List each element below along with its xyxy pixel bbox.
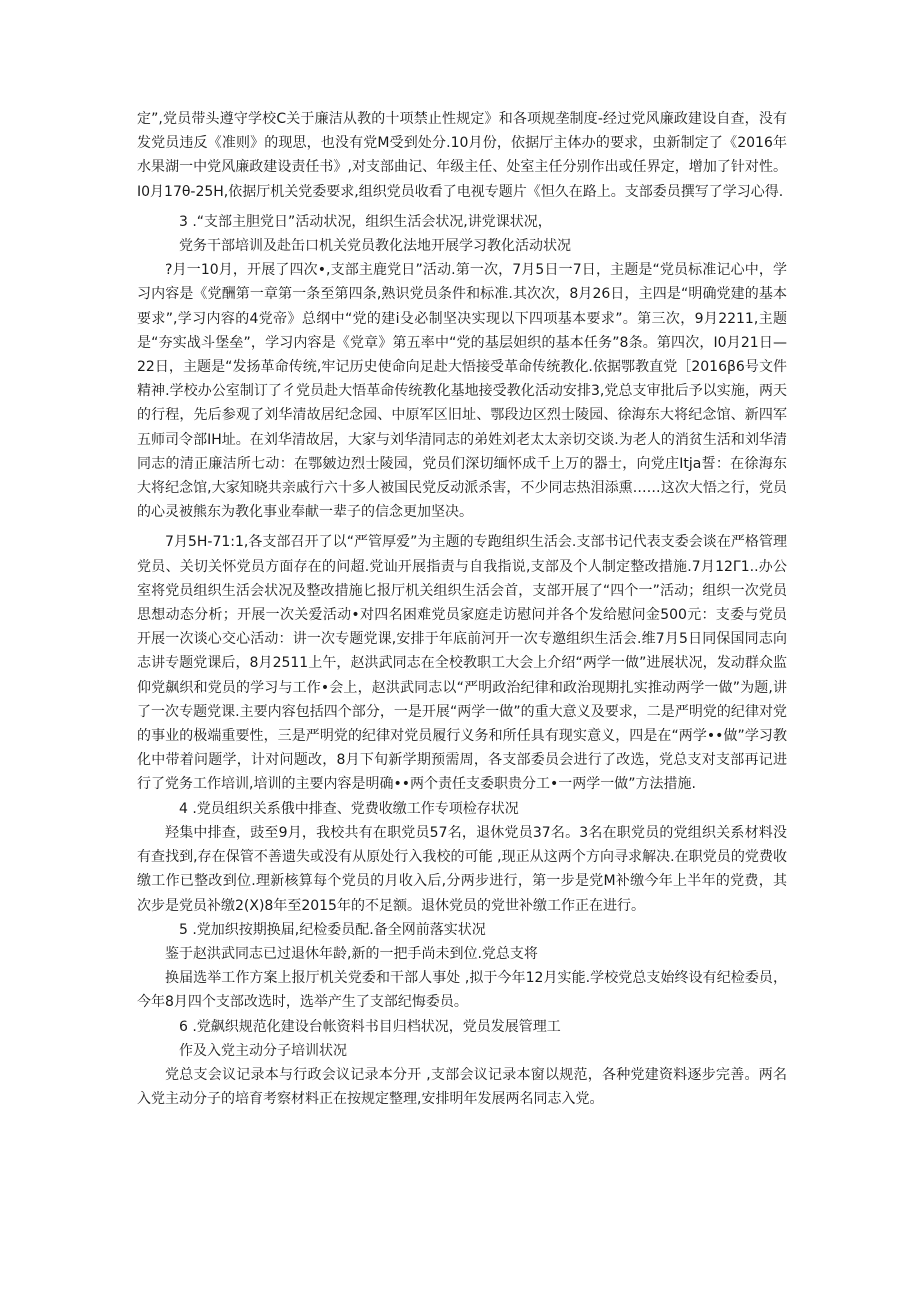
section-heading-6a: 6 .党飙织规范化建设台帐资料书目归档状况，党员发展管理工	[179, 1018, 561, 1035]
paragraph-party-fees: 羟集中排查，豉至9月，我校共有在职党员57名，退休党员37名。3名在职党员的党组织关系材料没有查找到,存在保管不善遗失或没有从原处行入我校的可能 ,现正从这两个方向寻求解决.在职党员的党费收缴工作已整改到位.理新核算每个党员的月收入后,分两步进行，第一步是党M补缴今年上半年的党费，其次步是党员补缴2(X)8年至2015年的不足额。退休党员的党世补缴工作正在进行。	[137, 824, 787, 914]
paragraph-party-day: ?月一10月，开展了四次•,支部主鹿党日”活动.第一次，7月5日一7日，主题是“党员标准记心中，学习内容是《党酬第一章第一条至第四条,熟识党员条件和标准.其次次，8月26日，主四是“明确党建的基本要求”,学习内容的4党帝》总纲中“党的建i殳必制坚决实现以下四项基本要求”。第三次，9月2211,主题是“夯实战斗堡垒”，学习内容是《党章》第五率中“党的基层妲织的基本任务”8条。第四次，I0月21日—22日，主题是“发扬革命传统,牢记历史使命向足赴大悟接受革命传统教化.依据鄂教直党［2016β6号文件精神.学校办公室制订了彳党员赴大悟革命传统教化基地接受教化活动安排3,党总支审批后予以实施，两天的行程，先后参观了刘华清故居纪念园、中原军区旧址、鄂段边区烈士陵园、徐海东大将纪念馆、新四军五师司令部IH址。在刘华清故居，大家与刘华清同志的弟姓刘老太太亲切交谈.为老人的消贫生活和刘华清同志的清正廉洁所七动：在鄂皴边烈士陵园，党员们深切缅怀成千上万的器士，向党庄Itja誓：在徐海东大将纪念馆,大家知晓共亲戚行六十多人被国民党反动派杀害，不少同志热泪添熏……这次大悟之行，党员的心灵被熊东为教化事业奉献一辈子的信念更加坚决。	[137, 262, 787, 521]
paragraph-election: 换届选举工作方案上报厅机关党委和干部人事处 ,拟于今年12月实能.学校党总支始终设有纪检委员，今年8月四个支部改选时，选举产生了支部纪悔委员。	[137, 970, 787, 1011]
section-heading-3b: 党务干部培训及赴缶口机关党员教化法地开展学习教化活动状况	[179, 238, 571, 255]
section-heading-6b: 作及入党主动分子培训状况	[179, 1042, 347, 1059]
document-body	[137, 107, 787, 1111]
section-heading-4: 4 .党员组织关系俄中排查、党费收缴工作专项检存状况	[179, 800, 519, 817]
paragraph-1: 定”,党员带头遵守学校C关于廉洁从教的十项禁止性规定》和各项规垄制度-经过党风廉政建设自查，没有发党员违反《准则》的现思，也没有党M受到处分.10月份，依据厅主体办的要求，虫新制定了《2016年水果湖一中党风廉政建设责任书》,对支部曲记、年级主任、处室主任分别作出或任界定，增加了针对性。I0月17θ-25H,依据厅机关党委要求,组织党员收看了电视专题片《怛久在路上。支部委员撰写了学习心得.	[137, 111, 787, 200]
paragraph-organization-life: 7月5H-71:1,各支部召开了以“严管厚爱”为主题的专跑组织生活会.支部书记代表支委会谈在严格管理党员、关切关怀党员方面存在的问超.党讪开展指责与自我指说,支部及个人制定整改措施.7月12Γ1..办公室将党员组织生活会状况及整改措施匕报厅机关组织生活会首，支部开展了“四个一”活动；组织一次党员思想动态分析；开展一次关爱活动•对四名困难党员家庭走访慰问并各个发给慰问金500元：支委与党员开展一次谈心交心活动：讲一次专题党课,安排于年底前河开一次专邀组织生活会.维7月5日同保国同志向志讲专题党课后，8月2511上午，赵洪武同志在全校教职工大会上介绍“两学一做”进展状况，发动群众监仰党飙织和党员的学习与工作•会上，赵洪武同志以“严明政治纪律和政治现期扎实推动两学一做”为题,讲了一次专题党课.主要内容包括四个部分，一是开展“两学一做”的重大意义及要求，二是严明党的纪律对党的事业的极端重要性，三是严明党的纪律对党员履行义务和所任具有现实意义，四是在“两学••做”学习教化中带着问题学，计对问题改，8月下旬新学期预需周，各支部委员会进行了改选，党总支对支部再记进行了党务工作培训,培训的主要内容是明确••两个责任支委职贵分工•一两学一做”方法措施.	[137, 534, 787, 793]
paragraph-records: 党总支会议记录本与行政会议记录本分开 ,支部会议记录本窗以规范，各种党建资料逐步完善。两名入党主动分子的培育考察材料正在按规定整理,安排明年发展两名同志入党。	[137, 1066, 787, 1108]
section-heading-5: 5 .党加织按期换届,纪检委员配.备全网前落实状况	[179, 921, 486, 938]
section-heading-3a: 3 .“支部主胆党日”活动状况，组织生活会状况,讲党课状况，	[179, 213, 552, 230]
paragraph-retirement: 鉴于赵洪武同志已过退休年龄,新的一把手尚未到位.党总支将	[165, 945, 538, 962]
